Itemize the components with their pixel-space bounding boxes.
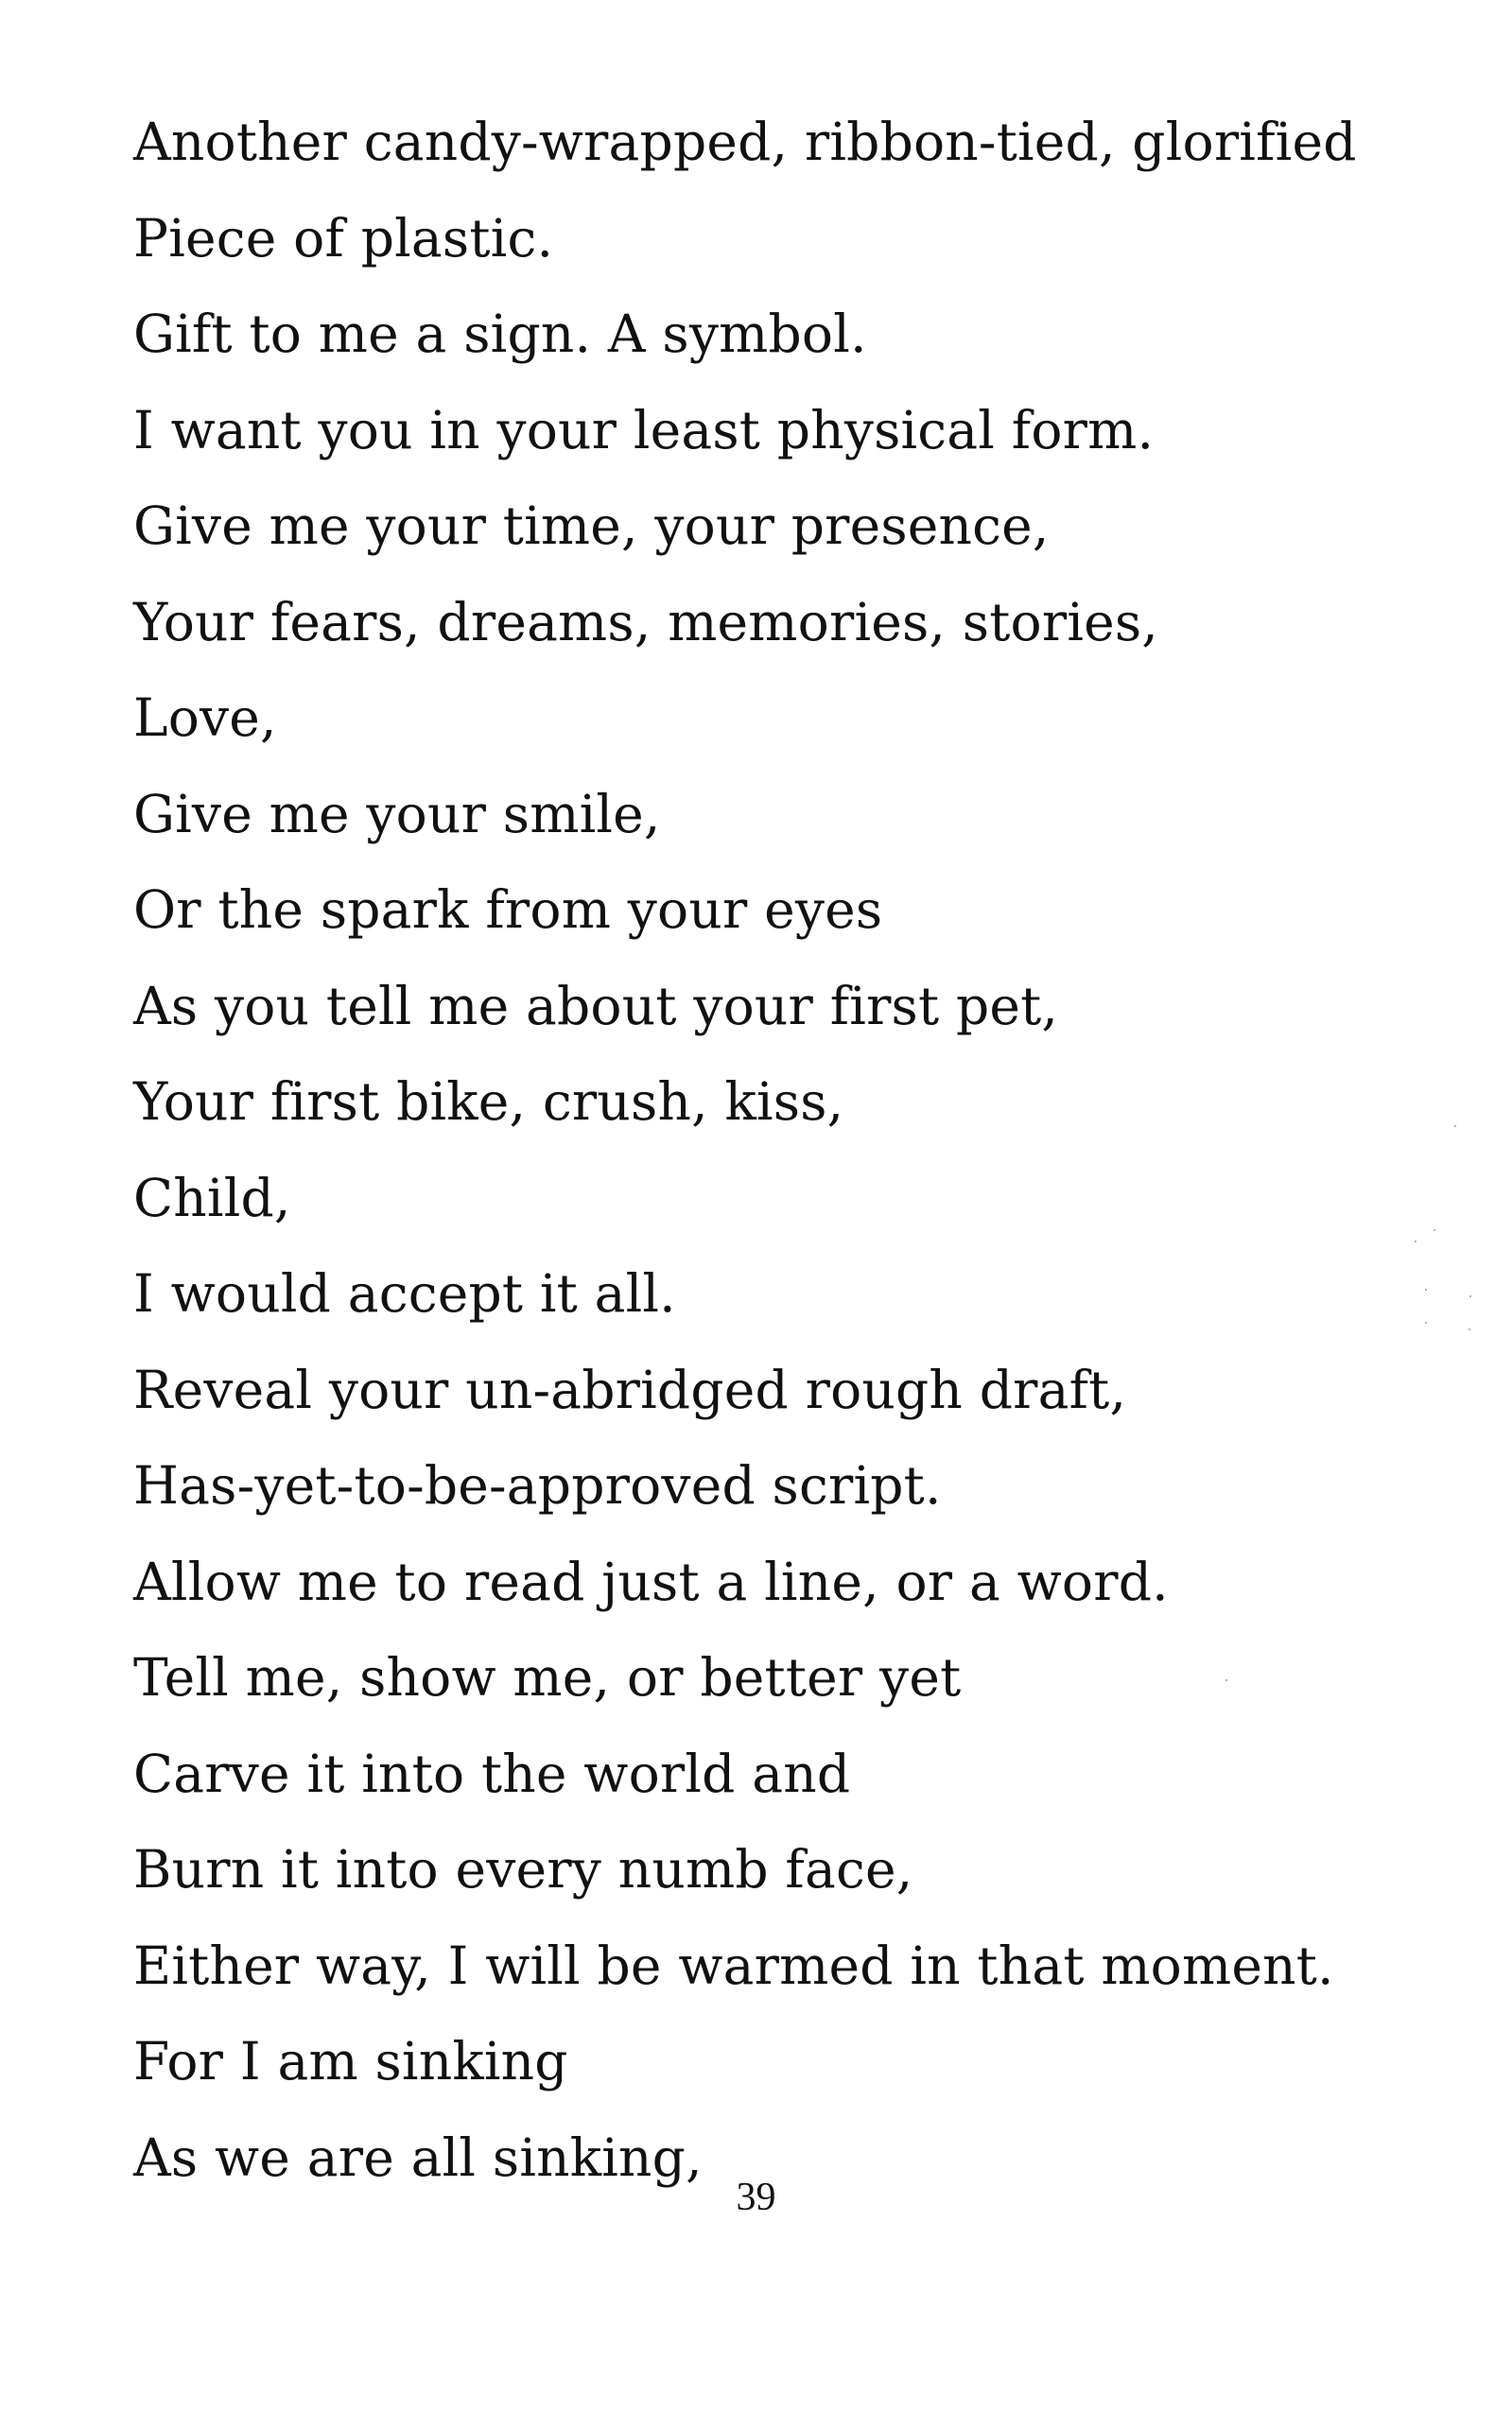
poem-line: Gift to me a sign. A symbol. — [133, 304, 867, 364]
poem-line: Your fears, dreams, memories, stories, — [133, 591, 1158, 652]
poem-line: I would accept it all. — [133, 1263, 676, 1324]
scan-speck — [1425, 1289, 1427, 1291]
poem-line: Give me your time, your presence, — [133, 495, 1050, 556]
poem-line: Has-yet-to-be-approved script. — [133, 1455, 942, 1516]
poem-line: Piece of plastic. — [133, 207, 554, 269]
scan-speck — [1469, 1328, 1470, 1330]
poem-line: Allow me to read just a line, or a word. — [133, 1551, 1169, 1612]
poem-text — [133, 95, 1438, 2206]
poem-line: For I am sinking — [133, 2031, 568, 2092]
scan-speck — [1415, 1241, 1416, 1242]
poem-line: Tell me, show me, or better yet — [133, 1647, 962, 1708]
scan-speck — [1434, 1229, 1435, 1231]
poem-line: I want you in your least physical form. — [133, 399, 1155, 460]
scan-speck — [1425, 1322, 1427, 1324]
poem-line: Another candy-wrapped, ribbon-tied, glorified — [133, 112, 1357, 172]
scan-speck — [1225, 1679, 1227, 1681]
poem-line: Love, — [133, 687, 277, 748]
poem-line: Your first bike, crush, kiss, — [133, 1071, 844, 1132]
poem-line: Either way, I will be warmed in that moment. — [133, 1935, 1334, 1996]
scan-speck — [1469, 1295, 1471, 1297]
scan-speck — [1454, 1125, 1456, 1127]
poem-line: Child, — [133, 1167, 291, 1228]
poem-line: Reveal your un-abridged rough draft, — [133, 1359, 1127, 1420]
poem-line: Or the spark from your eyes — [133, 879, 883, 940]
poem-line: As we are all sinking, — [133, 2127, 703, 2188]
page-number — [0, 2175, 1512, 2220]
page-number-text: 39 — [736, 2176, 776, 2219]
poem-line: As you tell me about your first pet, — [133, 975, 1059, 1036]
poem-line: Burn it into every numb face, — [133, 1839, 913, 1900]
poem-line: Carve it into the world and — [133, 1743, 851, 1804]
poem-line: Give me your smile, — [133, 783, 661, 844]
